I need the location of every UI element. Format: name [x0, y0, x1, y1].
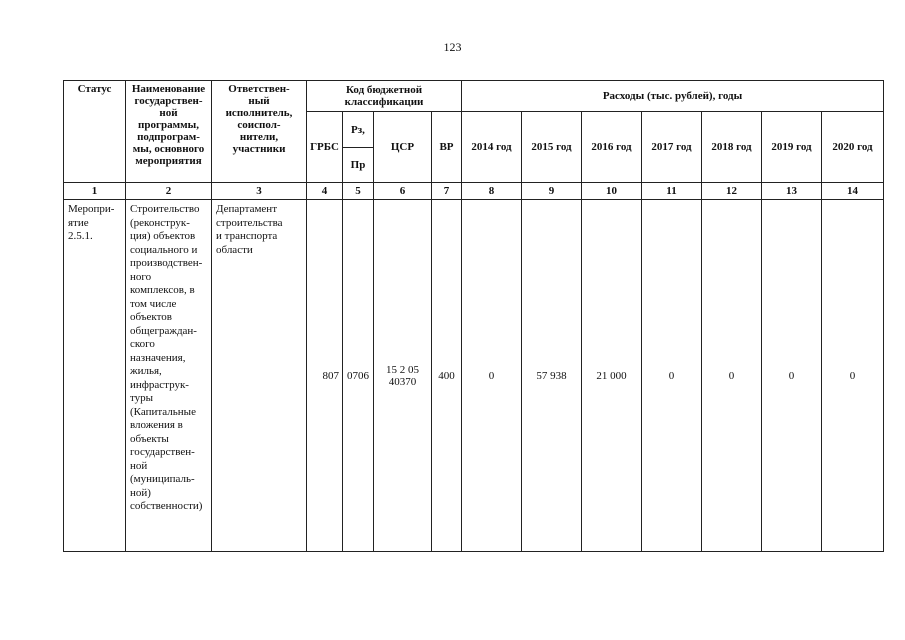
- header-pr: Пр: [343, 148, 374, 183]
- column-number: 10: [582, 183, 642, 200]
- header-year-2015: 2015 год: [522, 112, 582, 183]
- column-number: 14: [822, 183, 884, 200]
- column-number: 13: [762, 183, 822, 200]
- row-value-2017: 0: [642, 200, 702, 552]
- column-number: 4: [307, 183, 343, 200]
- header-status: Статус: [64, 81, 126, 183]
- row-value-2020: 0: [822, 200, 884, 552]
- header-expenses: Расходы (тыс. рублей), годы: [462, 81, 884, 112]
- row-status: Меропри- ятие 2.5.1.: [64, 200, 126, 552]
- row-value-2014: 0: [462, 200, 522, 552]
- row-vr: 400: [432, 200, 462, 552]
- row-rz-pr: 0706: [343, 200, 374, 552]
- header-year-2019: 2019 год: [762, 112, 822, 183]
- header-row-top: [64, 81, 884, 112]
- column-number: 3: [212, 183, 307, 200]
- budget-table: [63, 80, 884, 552]
- row-value-2016: 21 000: [582, 200, 642, 552]
- header-rz: Рз,: [343, 112, 374, 148]
- header-vr: ВР: [432, 112, 462, 183]
- column-number: 2: [126, 183, 212, 200]
- header-budget-code: Код бюджетной классификации: [307, 81, 462, 112]
- row-value-2019: 0: [762, 200, 822, 552]
- header-year-2014: 2014 год: [462, 112, 522, 183]
- header-csr: ЦСР: [374, 112, 432, 183]
- header-year-2020: 2020 год: [822, 112, 884, 183]
- header-executor: Ответствен- ный исполнитель, соиспол- нители, участники: [212, 81, 307, 183]
- column-number: 5: [343, 183, 374, 200]
- column-number: 12: [702, 183, 762, 200]
- column-number: 8: [462, 183, 522, 200]
- row-value-2015: 57 938: [522, 200, 582, 552]
- row-grbs: 807: [307, 200, 343, 552]
- column-number: 11: [642, 183, 702, 200]
- row-csr: 15 2 05 40370: [374, 200, 432, 552]
- header-year-2017: 2017 год: [642, 112, 702, 183]
- header-program-name: Наименование государствен- ной программы, подпрограм- мы, основного мероприятия: [126, 81, 212, 183]
- column-number: 9: [522, 183, 582, 200]
- column-number: 1: [64, 183, 126, 200]
- column-number-row: [64, 183, 884, 200]
- header-grbs: ГРБС: [307, 112, 343, 183]
- column-number: 7: [432, 183, 462, 200]
- header-year-2016: 2016 год: [582, 112, 642, 183]
- row-executor: Департамент строительства и транспорта области: [212, 200, 307, 552]
- header-year-2018: 2018 год: [702, 112, 762, 183]
- row-value-2018: 0: [702, 200, 762, 552]
- column-number: 6: [374, 183, 432, 200]
- page-number: 123: [443, 40, 462, 54]
- table-row: [64, 200, 884, 552]
- row-program-name: Строительство (реконструк- ция) объектов социального и производствен- ного комплексов, в том числе объектов общеграждан- ского назначения, жилья, инфраструк- туры (Капитальные вложения в объекты государствен- ной (муниципаль- ной) собственности): [126, 200, 212, 552]
